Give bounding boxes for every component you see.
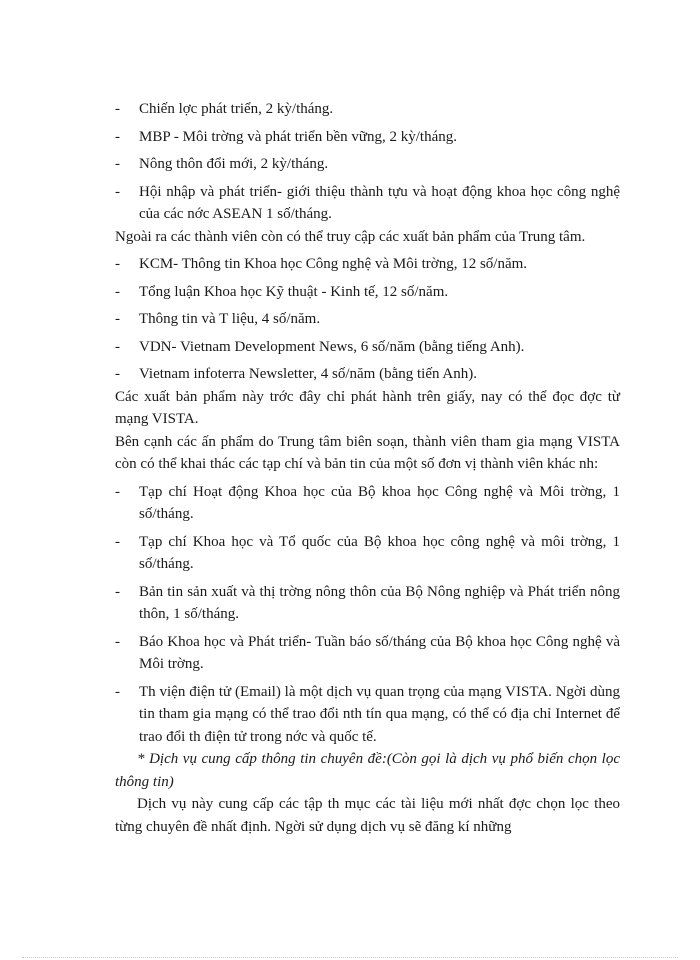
bullet-dash: - [115, 283, 120, 300]
bullet-dash: - [115, 483, 120, 500]
list-item-text: Tạp chí Hoạt động Khoa học của Bộ khoa học Công nghệ và Môi trờng, 1 số/tháng. [139, 483, 620, 522]
list-item-text: Thông tin và T liệu, 4 số/năm. [139, 311, 321, 327]
list-item-text: MBP - Môi trờng và phát triển bền vững, 2 kỳ/tháng. [139, 128, 457, 145]
list-item [115, 531, 620, 576]
list-item [115, 98, 620, 121]
list-item [115, 681, 620, 749]
paragraph-service-description: Dịch vụ này cung cấp các tập th mục các tài liệu mới nhất đợc chọn lọc theo từng chuyên đề nhất định. Ngời sử dụng dịch vụ sẽ đăng kí những [115, 796, 620, 835]
list-item-text: Vietnam infoterra Newsletter, 4 số/năm (bằng tiến Anh). [139, 366, 477, 382]
list-item [115, 253, 620, 276]
list-item [115, 363, 620, 386]
list-item [115, 126, 620, 149]
page-bottom-divider [22, 957, 678, 958]
list-item [115, 631, 620, 676]
bullet-dash: - [115, 183, 120, 200]
list-item-text: KCM- Thông tin Khoa học Công nghệ và Môi trờng, 12 số/năm. [139, 256, 528, 272]
document-body [115, 98, 620, 838]
bullet-list-center-publications [115, 253, 620, 386]
list-item [115, 336, 620, 359]
bullet-dash: - [115, 533, 120, 550]
list-item-text: Bản tin sản xuất và thị trờng nông thôn của Bộ Nông nghiệp và Phát triển nông thôn, 1 số/tháng. [139, 583, 620, 622]
list-item [115, 481, 620, 526]
list-item-text: Báo Khoa học và Phát triển- Tuần báo số/tháng của Bộ khoa học Công nghệ và Môi trờng. [139, 633, 620, 672]
bullet-list-member-journals [115, 481, 620, 749]
paragraph-print-online: Các xuất bản phẩm này trớc đây chỉ phát hành trên giấy, nay có thể đọc đợc từ mạng VISTA. [115, 388, 620, 427]
bullet-dash: - [115, 156, 120, 172]
bullet-dash: - [115, 256, 120, 272]
bullet-dash: - [115, 366, 120, 382]
list-item-text: Nông thôn đổi mới, 2 kỳ/tháng. [139, 156, 329, 172]
list-item [115, 581, 620, 626]
list-item-text: Tổng luận Khoa học Kỹ thuật - Kinh tế, 12 số/năm. [139, 283, 449, 300]
bullet-dash: - [115, 128, 120, 145]
paragraph-center-publications: Ngoài ra các thành viên còn có thể truy cập các xuất bản phẩm của Trung tâm. [115, 228, 586, 245]
bullet-dash: - [115, 683, 120, 700]
list-item [115, 308, 620, 331]
bullet-dash: - [115, 583, 120, 600]
list-item [115, 153, 620, 176]
paragraph-member-journals: Bên cạnh các ấn phẩm do Trung tâm biên soạn, thành viên tham gia mạng VISTA còn có thể khai thác các tạp chí và bản tin của một số đơn vị thành viên khác nh: [115, 433, 620, 472]
list-item-text: Th viện điện tử (Email) là một dịch vụ quan trọng của mạng VISTA. Ngời dùng tin tham gia mạng có thể trao đổi nth tín qua mạng, có thể có địa chỉ Internet để trao đổi th điện tử trong nớc và quốc tế. [139, 683, 620, 745]
section-heading: * Dịch vụ cung cấp thông tin chuyên đề:(Còn gọi là dịch vụ phổ biến chọn lọc thông tin) [115, 751, 620, 790]
list-item [115, 181, 620, 226]
list-item-text: Hội nhập và phát triển- giới thiệu thành tựu và hoạt động khoa học công nghệ của các nớc ASEAN 1 số/tháng. [139, 183, 620, 222]
list-item-text: Tạp chí Khoa học và Tổ quốc của Bộ khoa học công nghệ và môi trờng, 1 số/tháng. [139, 533, 620, 572]
bullet-dash: - [115, 338, 120, 355]
bullet-dash: - [115, 633, 120, 650]
list-item-text: VDN- Vietnam Development News, 6 số/năm (bằng tiếng Anh). [139, 338, 525, 355]
bullet-dash: - [115, 101, 120, 117]
list-item [115, 281, 620, 304]
list-item-text: Chiến lợc phát triển, 2 kỳ/tháng. [139, 101, 334, 117]
bullet-dash: - [115, 311, 120, 327]
bullet-list-publications [115, 98, 620, 226]
